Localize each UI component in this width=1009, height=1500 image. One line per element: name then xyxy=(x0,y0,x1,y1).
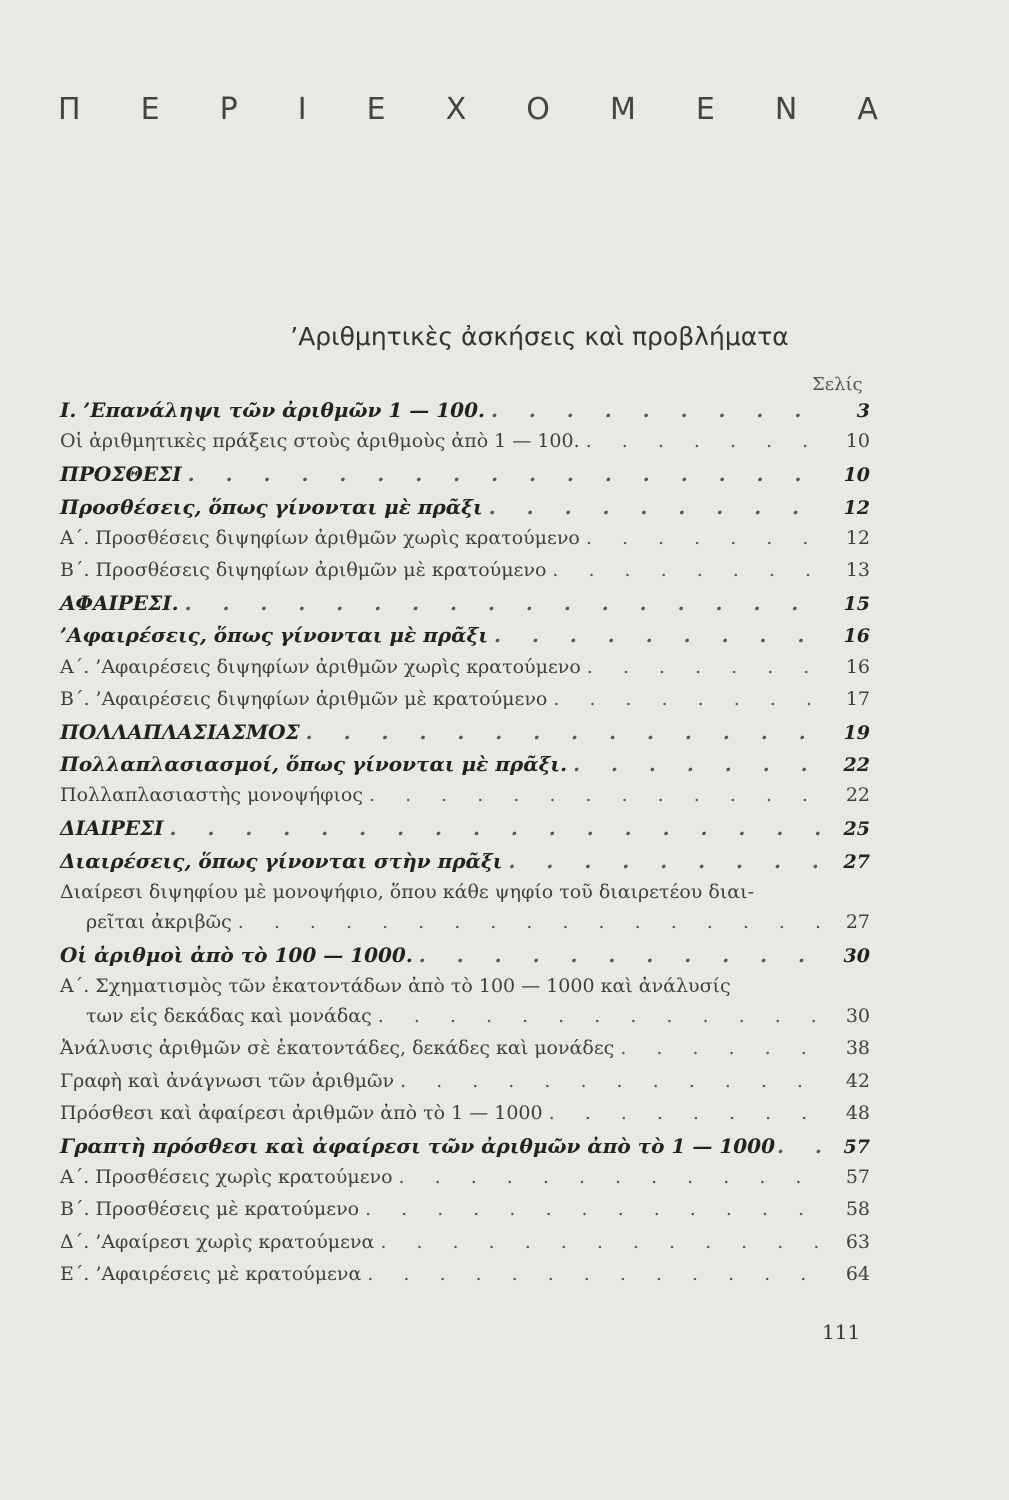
toc-entry-page: 58 xyxy=(845,1198,870,1221)
toc-entry-title: Διαίρεσι διψηφίου μὲ μονοψήφιο, ὅπου κάθε ψηφίο τοῦ διαιρετέου διαι- xyxy=(60,880,754,903)
toc-entry-page: 63 xyxy=(845,1230,870,1253)
toc-entry xyxy=(60,527,870,559)
toc-entry-title: Ἀνάλυσις ἀριθμῶν σὲ ἑκατοντάδες, δεκάδες καὶ μονάδες xyxy=(60,1037,615,1060)
toc-entry-page: 12 xyxy=(843,496,870,519)
toc-entry-page: 25 xyxy=(843,818,870,841)
heading-letter: Ν xyxy=(774,92,798,127)
toc-entry-title: Οἱ ἀριθμοὶ ἀπὸ τὸ 100 — 1000. xyxy=(60,943,413,967)
toc-entry xyxy=(60,1037,870,1069)
toc-entry xyxy=(60,1166,870,1198)
toc-entry-page: 12 xyxy=(845,526,870,549)
toc-entry xyxy=(60,1198,870,1230)
toc-entry-title: ΑΦΑΙΡΕΣΙ. xyxy=(60,591,179,616)
toc-entry-title: ΔΙΑΙΡΕΣΙ xyxy=(60,816,164,841)
toc-entry-page: 48 xyxy=(845,1101,870,1124)
toc-entry-page: 30 xyxy=(843,945,870,967)
toc-entry-title: ΠΟΛΛΑΠΛΑΣΙΑΣΜΟΣ xyxy=(60,719,300,744)
toc-entry-page: 57 xyxy=(843,1135,870,1158)
toc-entry-continuation: των εἰς δεκάδας καὶ μονάδας xyxy=(86,1005,372,1028)
heading-letter: Α xyxy=(857,92,878,127)
toc-entry-title: Πολλαπλασιασμοί, ὅπως γίνονται μὲ πρᾶξι. xyxy=(60,752,568,777)
heading-letter: Ε xyxy=(140,92,160,127)
toc-entry-title: Β΄. ’Αφαιρέσεις διψηφίων ἀριθμῶν μὲ κρατούμενο xyxy=(60,687,548,710)
toc-entry-page: 15 xyxy=(843,593,870,616)
toc-entry-page: 27 xyxy=(845,910,870,933)
toc-entry xyxy=(60,1263,870,1295)
toc-entry-title: Β΄. Προσθέσεις διψηφίων ἀριθμῶν μὲ κρατούμενο xyxy=(60,558,547,581)
toc-entry xyxy=(60,752,870,784)
toc-entry-page: 64 xyxy=(845,1262,870,1285)
toc-entry xyxy=(60,943,870,975)
heading-letter: Χ xyxy=(445,92,467,127)
toc-entry-page: 17 xyxy=(845,687,870,710)
toc-entry xyxy=(60,688,870,720)
toc-entry xyxy=(60,462,870,494)
toc-entry-title: Β΄. Προσθέσεις μὲ κρατούμενο xyxy=(60,1198,360,1221)
toc-entry-page: 13 xyxy=(845,558,870,581)
heading-letter: Ε xyxy=(695,92,715,127)
toc-entry xyxy=(60,1231,870,1263)
toc-entry xyxy=(60,591,870,623)
toc-entry xyxy=(60,1134,870,1166)
toc-entry-title: Διαιρέσεις, ὅπως γίνονται στὴν πρᾶξι xyxy=(60,848,503,873)
toc-entry xyxy=(60,1102,870,1134)
toc-entry-title: Γραφὴ καὶ ἀνάγνωσι τῶν ἀριθμῶν xyxy=(60,1069,395,1092)
toc-entry-page: 10 xyxy=(843,464,870,487)
toc-entry xyxy=(60,849,870,881)
toc-entry-title: ΠΡΟΣΘΕΣΙ xyxy=(60,462,182,487)
toc-entry xyxy=(60,784,870,816)
toc-entry-page: 16 xyxy=(845,655,870,678)
toc-entry-title: Πρόσθεσι καὶ ἀφαίρεσι ἀριθμῶν ἀπὸ τὸ 1 — 1000 xyxy=(60,1101,543,1124)
toc-entry-title: Γραπτὴ πρόσθεσι καὶ ἀφαίρεσι τῶν ἀριθμῶν ἀπὸ τὸ 1 — 1000 xyxy=(60,1133,775,1158)
toc-entry-title: Ε΄. ’Αφαιρέσεις μὲ κρατούμενα xyxy=(60,1262,362,1285)
toc-entry-title: I. ’Επανάληψι τῶν ἀριθμῶν 1 — 100. xyxy=(60,398,485,422)
toc-entry xyxy=(60,559,870,591)
toc-entry-title: Α΄. Προσθέσεις χωρὶς κρατούμενο xyxy=(60,1166,393,1189)
heading-letter: Ο xyxy=(526,92,550,127)
contents-heading xyxy=(58,92,878,127)
heading-letter: Ρ xyxy=(219,92,238,127)
toc-entry xyxy=(60,398,870,430)
toc-entry-title: Α΄. Σχηματισμὸς τῶν ἑκατοντάδων ἀπὸ τὸ 100 — 1000 καὶ ἀνάλυσίς xyxy=(60,975,731,998)
toc-entry-page: 3 xyxy=(856,400,870,422)
toc-entry xyxy=(60,720,870,752)
toc-entry xyxy=(60,1070,870,1102)
toc-entry-page: 22 xyxy=(843,754,870,777)
toc-entry-title: ’Αφαιρέσεις, ὅπως γίνονται μὲ πρᾶξι xyxy=(60,623,489,648)
section-subtitle: ’Αριθμητικὲς ἀσκήσεις καὶ προβλήματα xyxy=(290,322,789,351)
toc-entry xyxy=(60,656,870,688)
toc-entry-title: Α΄. Προσθέσεις διψηφίων ἀριθμῶν χωρὶς κρατούμενο xyxy=(60,526,580,549)
toc-entry-page: 22 xyxy=(845,784,870,807)
toc-entry-title: Προσθέσεις, ὅπως γίνονται μὲ πρᾶξι xyxy=(60,494,483,519)
toc-entry-page: 42 xyxy=(845,1069,870,1092)
toc-entry xyxy=(60,816,870,848)
toc-entry-page: 27 xyxy=(843,850,870,873)
toc-entry-title: Α΄. ’Αφαιρέσεις διψηφίων ἀριθμῶν χωρὶς κρατούμενο xyxy=(60,655,581,678)
heading-letter: Μ xyxy=(609,92,636,127)
toc-entry-continuation: ρεῖται ἀκριβῶς xyxy=(86,910,232,933)
table-of-contents xyxy=(60,398,870,1295)
toc-entry xyxy=(60,911,870,943)
toc-entry xyxy=(60,623,870,655)
heading-letter: Ι xyxy=(297,92,307,127)
toc-entry-page: 30 xyxy=(845,1005,870,1028)
toc-entry-page: 16 xyxy=(843,625,870,648)
heading-letter: Ε xyxy=(366,92,386,127)
toc-entry-title: Δ΄. ’Αφαίρεσι χωρὶς κρατούμενα xyxy=(60,1230,375,1253)
toc-entry-title: Πολλαπλασιαστὴς μονοψήφιος xyxy=(60,784,363,807)
toc-entry-page: 19 xyxy=(843,721,870,744)
page-number: 111 xyxy=(822,1320,861,1344)
heading-letter: Π xyxy=(58,92,81,127)
page-column-label: Σελίς xyxy=(812,374,863,395)
toc-entry-page: 10 xyxy=(845,430,870,453)
toc-entry-page: 38 xyxy=(845,1037,870,1060)
toc-entry-page: 57 xyxy=(845,1166,870,1189)
toc-entry xyxy=(60,495,870,527)
toc-entry-title: Οἱ ἀριθμητικὲς πράξεις στοὺς ἀριθμοὺς ἀπὸ 1 — 100. xyxy=(60,430,580,453)
toc-entry xyxy=(60,430,870,462)
toc-entry xyxy=(60,1005,870,1037)
